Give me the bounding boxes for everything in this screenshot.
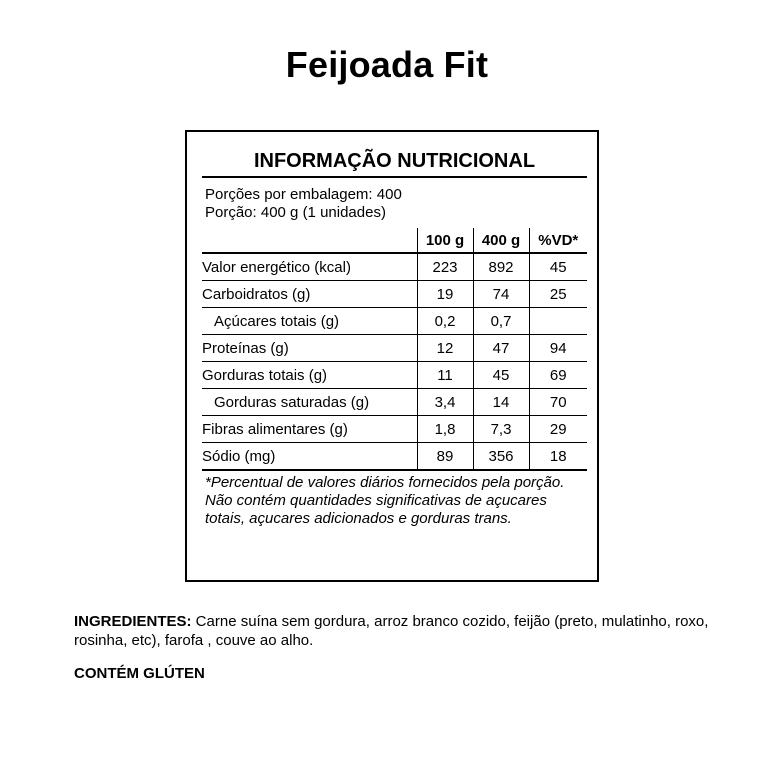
header-400g: 400 g <box>473 228 529 253</box>
footnote-not-significant: Não contém quantidades significativas de açucares totais, açucares adicionados e gorduras trans. <box>205 492 547 527</box>
value-400g: 0,7 <box>473 308 529 335</box>
value-vd: 45 <box>529 253 587 281</box>
footnote-vd: *Percentual de valores diários fornecidos pela porção. <box>205 474 565 491</box>
table-row <box>202 335 587 362</box>
value-vd: 69 <box>529 362 587 389</box>
value-100g: 12 <box>417 335 473 362</box>
row-label: Sódio (mg) <box>202 443 417 471</box>
table-row <box>202 253 587 281</box>
table-row <box>202 281 587 308</box>
allergen-warning: CONTÉM GLÚTEN <box>74 665 205 682</box>
value-100g: 19 <box>417 281 473 308</box>
table-row <box>202 443 587 471</box>
header-vd: %VD* <box>529 228 587 253</box>
row-label: Carboidratos (g) <box>202 281 417 308</box>
value-vd: 70 <box>529 389 587 416</box>
row-label: Gorduras totais (g) <box>202 362 417 389</box>
table-row <box>202 416 587 443</box>
serving-info <box>205 186 402 222</box>
value-400g: 7,3 <box>473 416 529 443</box>
row-label: Proteínas (g) <box>202 335 417 362</box>
row-label: Fibras alimentares (g) <box>202 416 417 443</box>
divider <box>202 176 587 178</box>
value-100g: 0,2 <box>417 308 473 335</box>
value-400g: 47 <box>473 335 529 362</box>
nutrition-table <box>202 228 587 471</box>
table-row <box>202 308 587 335</box>
ingredients-list: Carne suína sem gordura, arroz branco cozido, feijão (preto, mulatinho, roxo, rosinha, etc), farofa , couve ao alho. <box>74 613 709 649</box>
value-100g: 1,8 <box>417 416 473 443</box>
row-label: Gorduras saturadas (g) <box>202 389 417 416</box>
value-vd: 25 <box>529 281 587 308</box>
nutrition-heading: INFORMAÇÃO NUTRICIONAL <box>253 150 536 172</box>
ingredients-text <box>74 612 714 650</box>
nutrition-facts-panel <box>185 130 599 582</box>
table-row <box>202 389 587 416</box>
footnote <box>205 474 575 528</box>
header-label-cell <box>202 228 417 253</box>
product-title: Feijoada Fit <box>285 44 489 85</box>
value-vd: 29 <box>529 416 587 443</box>
value-100g: 89 <box>417 443 473 471</box>
value-100g: 223 <box>417 253 473 281</box>
serving-size: Porção: 400 g (1 unidades) <box>205 204 386 221</box>
value-vd: 94 <box>529 335 587 362</box>
header-100g: 100 g <box>417 228 473 253</box>
value-400g: 356 <box>473 443 529 471</box>
value-400g: 14 <box>473 389 529 416</box>
value-400g: 892 <box>473 253 529 281</box>
value-vd: 18 <box>529 443 587 471</box>
servings-per-package: Porções por embalagem: 400 <box>205 186 402 203</box>
row-label: Valor energético (kcal) <box>202 253 417 281</box>
table-header-row <box>202 228 587 253</box>
value-400g: 45 <box>473 362 529 389</box>
value-100g: 3,4 <box>417 389 473 416</box>
row-label: Açúcares totais (g) <box>202 308 417 335</box>
value-vd <box>529 308 587 335</box>
ingredients-label: INGREDIENTES: <box>74 613 192 630</box>
table-row <box>202 362 587 389</box>
value-400g: 74 <box>473 281 529 308</box>
value-100g: 11 <box>417 362 473 389</box>
